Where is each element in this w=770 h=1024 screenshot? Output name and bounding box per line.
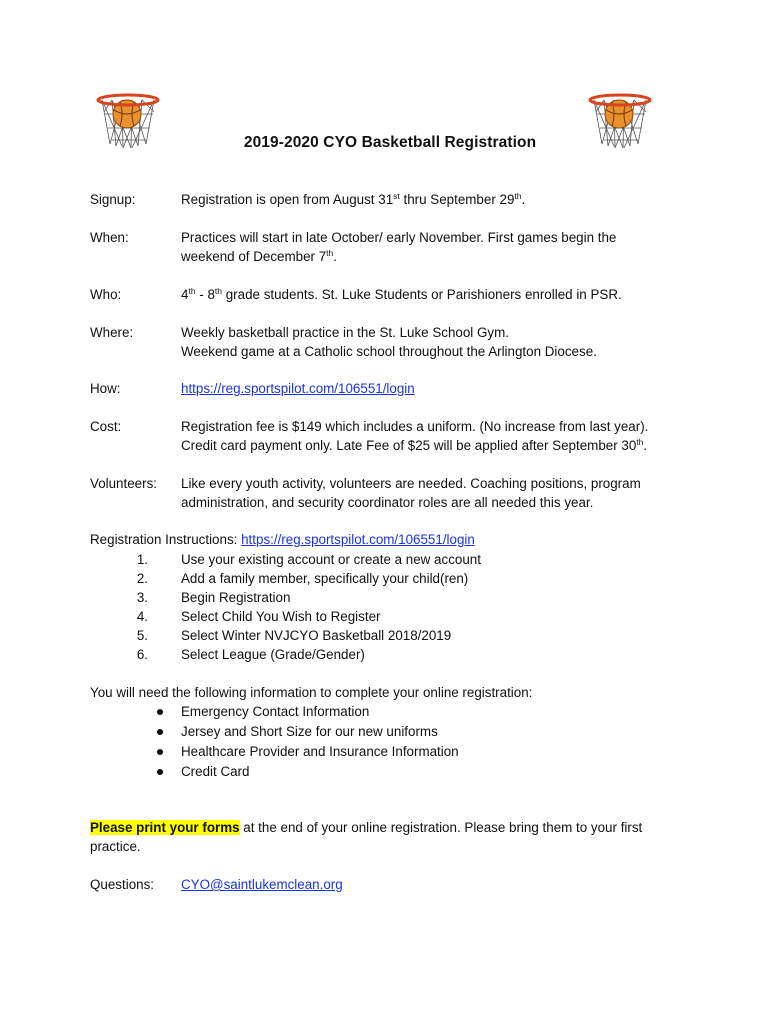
who-text: 4 — [181, 287, 189, 302]
cost-sup: th — [636, 437, 644, 447]
volunteers-line: Like every youth activity, volunteers are needed. Coaching positions, program — [181, 476, 641, 491]
cost-line: Credit card payment only. Late Fee of $25 will be applied after September 30 — [181, 438, 637, 453]
who-text: - 8 — [195, 287, 215, 302]
who-value — [181, 285, 681, 304]
volunteers-line: administration, and security coordinator roles are all needed this year. — [181, 495, 594, 510]
step-text: Use your existing account or create a new account — [181, 552, 481, 567]
bullet-icon — [157, 709, 163, 715]
print-forms-note — [90, 818, 680, 856]
bullet-icon — [157, 729, 163, 735]
signup-text: Registration is open from August 31 — [181, 192, 394, 207]
bullet-text: Jersey and Short Size for our new uniforms — [181, 724, 438, 739]
when-value — [181, 228, 681, 266]
registration-link[interactable]: https://reg.sportspilot.com/106551/login — [181, 381, 415, 396]
who-text: grade students. St. Luke Students or Parishioners enrolled in PSR. — [222, 287, 622, 302]
where-label: Where: — [90, 325, 134, 340]
signup-text: thru September 29 — [399, 192, 515, 207]
needed-info-intro: You will need the following information to complete your online registration: — [90, 685, 533, 700]
signup-label: Signup: — [90, 192, 136, 207]
step-number: 4. — [136, 609, 148, 624]
step-text: Select League (Grade/Gender) — [181, 647, 365, 662]
bullet-icon — [157, 749, 163, 755]
print-forms-highlight: Please print your forms — [90, 820, 240, 835]
bullet-icon — [157, 769, 163, 775]
signup-value — [181, 190, 681, 209]
bullet-text: Credit Card — [181, 764, 250, 779]
who-sup: th — [188, 286, 196, 296]
when-line: Practices will start in late October/ early November. First games begin the — [181, 230, 617, 245]
step-number: 3. — [136, 590, 148, 605]
how-value — [181, 379, 681, 398]
instructions-link[interactable]: https://reg.sportspilot.com/106551/login — [241, 532, 475, 547]
signup-sup: st — [393, 191, 400, 201]
volunteers-value — [181, 474, 681, 512]
step-text: Select Child You Wish to Register — [181, 609, 381, 624]
instructions-label: Registration Instructions: — [90, 532, 238, 547]
bullet-text: Healthcare Provider and Insurance Information — [181, 744, 459, 759]
registration-instructions — [90, 530, 475, 549]
where-line: Weekend game at a Catholic school throughout the Arlington Diocese. — [181, 344, 597, 359]
how-label: How: — [90, 381, 121, 396]
step-number: 5. — [136, 628, 148, 643]
who-label: Who: — [90, 287, 122, 302]
step-number: 1. — [136, 552, 148, 567]
print-forms-text: at the end of your online registration. Please bring them to your first practice. — [90, 820, 643, 854]
when-label: When: — [90, 230, 129, 245]
where-line: Weekly basketball practice in the St. Luke School Gym. — [181, 325, 509, 340]
when-sup: th — [326, 248, 334, 258]
contact-email-link[interactable]: CYO@saintlukemclean.org — [181, 877, 343, 892]
step-number: 2. — [136, 571, 148, 586]
where-value — [181, 323, 681, 361]
bullet-text: Emergency Contact Information — [181, 704, 370, 719]
signup-sup: th — [514, 191, 522, 201]
signup-text: . — [521, 192, 526, 207]
step-text: Select Winter NVJCYO Basketball 2018/2019 — [181, 628, 452, 643]
questions-label: Questions: — [90, 877, 155, 892]
step-text: Begin Registration — [181, 590, 291, 605]
cost-line: . — [643, 438, 648, 453]
step-number: 6. — [136, 647, 148, 662]
cost-line: Registration fee is $149 which includes a uniform. (No increase from last year). — [181, 419, 649, 434]
who-sup: th — [214, 286, 222, 296]
step-text: Add a family member, specifically your child(ren) — [181, 571, 469, 586]
page-title: 2019-2020 CYO Basketball Registration — [243, 134, 537, 151]
when-line: weekend of December 7 — [181, 249, 327, 264]
cost-label: Cost: — [90, 419, 122, 434]
volunteers-label: Volunteers: — [90, 476, 157, 491]
cost-value — [181, 417, 681, 455]
when-line: . — [333, 249, 337, 264]
